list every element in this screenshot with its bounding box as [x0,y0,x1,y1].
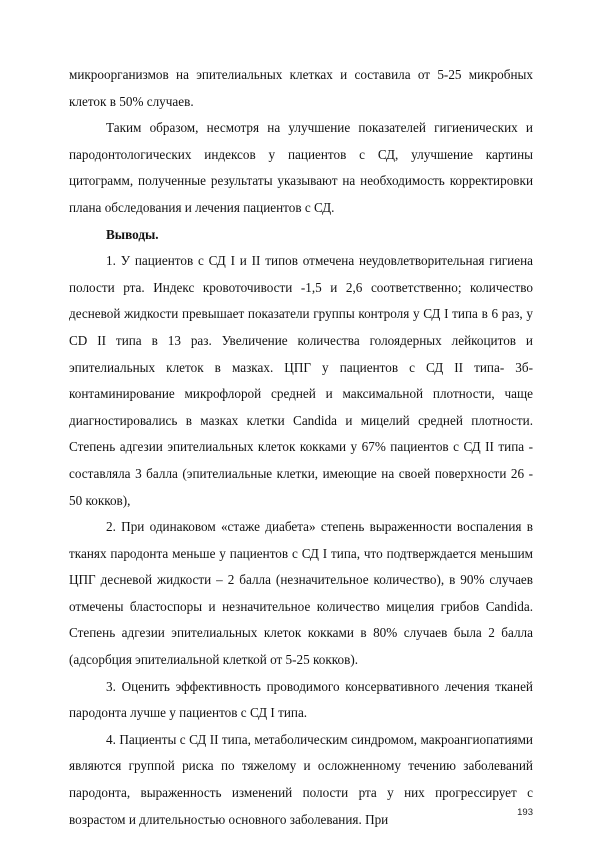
page-number: 193 [517,807,533,818]
conclusion-item-1: 1. У пациентов с СД I и II типов отмечена неудовлетворительная гигиена полости рта. Индекс кровоточивости -1,5 и 2,6 соответственно; количество десневой жидкости превышает показатели группы контроля у СД I типа в 6 раз, у CD II типа в 13 раз. Увеличение количества голоядерных лейкоцитов и эпителиальных клеток в мазках. ЦПГ у пациентов с СД II типа- 3б- контаминирование микрофлорой средней и максимальной плотности, чаще диагностировались в мазках клетки Candida и мицелий средней плотности. Степень адгезии эпителиальных клеток кокками у 67% пациентов с СД II типа - составляла 3 балла (эпителиальные клетки, имеющие на своей поверхности 26 - 50 кокков), [69,253,533,508]
page-body [69,62,533,833]
paragraph-summary: Таким образом, несмотря на улучшение показателей гигиенических и пародонтологических индексов у пациентов с СД, улучшение картины цитограмм, полученные результаты указывают на необходимость корректировки плана обследования и лечения пациентов с СД. [69,120,533,215]
conclusion-item-4: 4. Пациенты с СД II типа, метаболическим синдромом, макроангиопатиями являются группой риска по тяжелому и осложненному течению заболеваний пародонта, выраженность изменений полости рта у них прогрессирует с возрастом и длительностью основного заболевания. При [69,731,533,827]
conclusions-heading: Выводы. [106,226,159,242]
paragraph-continuation: микроорганизмов на эпителиальных клетках и составила от 5-25 микробных клеток в 50% случаев. [69,67,533,109]
conclusion-item-3: 3. Оценить эффективность проводимого консервативного лечения тканей пародонта лучше у пациентов с СД I типа. [69,678,533,721]
conclusion-item-2: 2. При одинаковом «стаже диабета» степень выраженности воспаления в тканях пародонта меньше у пациентов с СД I типа, что подтверждается меньшим ЦПГ десневой жидкости – 2 балла (незначительное количество), в 90% случаев отмечены бластоспоры и незначительное количество мицелия грибов Candida. Степень адгезии эпителиальных клеток кокками в 80% случаев была 2 балла (адсорбция эпителиальной клеткой от 5-25 кокков). [69,519,533,668]
